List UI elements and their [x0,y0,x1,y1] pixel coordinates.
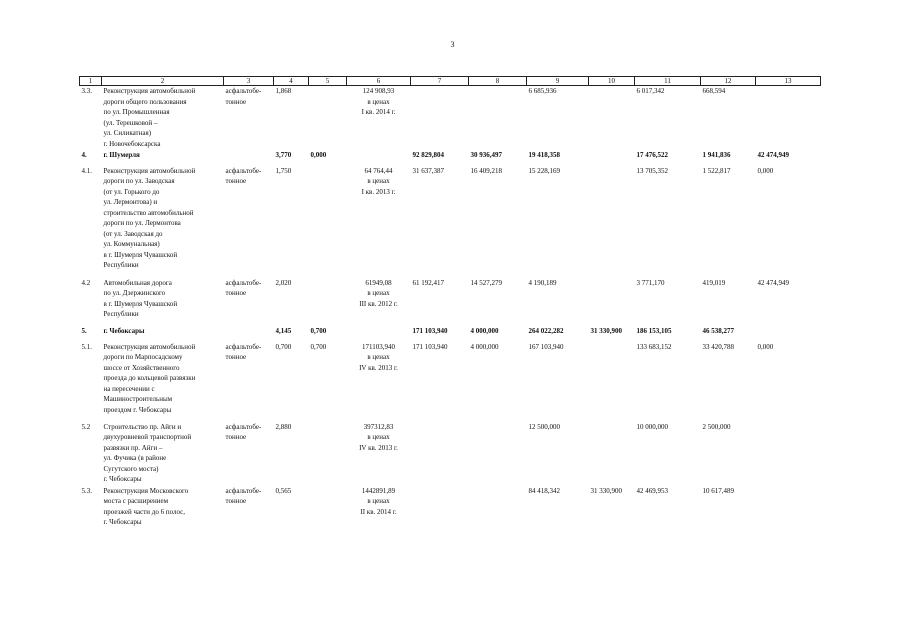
value-col-11: 6 017,342 [636,87,665,95]
value-col-13: 42 474,949 [757,150,789,159]
value-col-9: 6 685,936 [528,87,557,95]
estimated-cost: 64 764,44 в ценах I кв. 2013 г. [361,166,396,196]
pavement-type: асфальтобе- тонное [225,486,262,505]
header-cell-11: 11 [635,77,701,86]
table-row [80,486,821,534]
value-col-10 [589,86,635,150]
value-col-9: 12 500,000 [528,422,560,431]
estimated-cost: 61949,08 в ценах III кв. 2012 г. [359,278,398,308]
group-row [80,326,821,342]
value-col-7: 171 103,940 [412,326,448,335]
value-col-8 [469,86,527,150]
header-cell-1: 1 [80,77,102,86]
pavement-type: асфальтобе- тонное [225,166,262,185]
value-col-11: 17 476,522 [636,150,668,159]
row-number: 5.3. [81,486,92,495]
value-col-9: 19 418,358 [528,150,560,159]
row-number: 5.1. [81,342,92,351]
object-name: Строительство пр. Айги и двухуровневой транспортной развязки пр. Айги – ул. Фучика (в районе Сугутского моста) г. Чебоксары [103,422,192,483]
table-row [80,422,821,486]
value-col-13 [756,486,821,534]
value-col-7: 92 829,804 [412,150,444,159]
estimated-cost: 1442891,89 в ценах II кв. 2014 г. [360,486,397,516]
table-row [80,86,821,150]
length-km: 2,880 [275,422,292,431]
header-cell-8: 8 [469,77,527,86]
length-commissioned [309,166,347,278]
value-col-11: 42 469,953 [636,486,668,495]
value-col-12: 46 538,277 [702,326,734,335]
value-col-12: 1 522,817 [702,166,731,175]
pavement-type [224,150,274,166]
header-cell-13: 13 [756,77,821,86]
header-cell-10: 10 [589,77,635,86]
estimated-cost: 171103,940 в ценах IV кв. 2013 г. [359,342,398,372]
object-name: Реконструкция автомобильной дороги по Марпосадскому шоссе от Хозяйственного проезда до кольцевой развязки на пересечении с Машиностроительным проездом г. Чебоксары [103,342,196,414]
row-number: 5. [81,326,87,335]
value-col-12: 1 941,836 [702,150,731,159]
header-cell-12: 12 [701,77,756,86]
value-col-12: 419,019 [702,278,726,287]
value-col-12: 33 420,788 [702,342,734,351]
value-col-9: 4 190,189 [528,278,557,287]
object-name: Автомобильная дорога по ул. Дзержинского в г. Шумерля Чувашской Республики [103,278,178,318]
row-number: 4.1. [81,166,92,175]
object-name: г. Шумерля [103,150,140,159]
value-col-8 [469,422,527,486]
object-name: г. Чебоксары [103,326,145,335]
header-cell-9: 9 [527,77,589,86]
value-col-13 [756,86,821,150]
object-name: Реконструкция Московского моста с расширением проезжей части до 6 полос, г. Чебоксары [103,486,189,526]
pavement-type: асфальтобе- тонное [225,87,262,106]
length-km: 4,145 [275,326,292,335]
header-row [80,77,821,86]
length-commissioned [309,86,347,150]
length-km: 0,565 [275,486,292,495]
value-col-8: 4 000,000 [470,326,499,335]
pavement-type: асфальтобе- тонное [225,278,262,297]
table-row [80,278,821,326]
value-col-9: 264 022,282 [528,326,564,335]
value-col-7: 31 637,387 [412,166,444,175]
table-body [80,86,821,534]
value-col-11: 10 000,000 [636,422,668,431]
value-col-9: 167 103,940 [528,342,564,351]
header-cell-3: 3 [224,77,274,86]
value-col-11: 186 153,105 [636,326,672,335]
header-cell-2: 2 [102,77,224,86]
value-col-13: 0,000 [757,342,774,351]
table-row [80,342,821,422]
value-col-12: 668,594 [702,87,726,95]
value-col-7 [411,422,469,486]
value-col-7: 61 192,417 [412,278,444,287]
value-col-10 [589,278,635,326]
header-cell-6: 6 [347,77,411,86]
object-name: Реконструкция автомобильной дороги общего пользования по ул. Промышленная (ул. Терешковой – ул. Силикатная) г. Новочебоксарска [103,87,196,148]
value-col-8: 14 527,279 [470,278,502,287]
column-number-header [80,77,821,86]
value-col-8: 4 000,000 [470,342,499,351]
estimated-cost [347,150,411,166]
row-number: 3.3. [81,87,92,95]
object-name: Реконструкция автомобильной дороги по ул. Заводская (от ул. Горького до ул. Лермонтова) и строительство автомобильной дороги по ул. Лермонтова (от ул. Заводская до ул. Коммунальная) в г. Шумерля Чувашской Республики [103,166,196,269]
pavement-type: асфальтобе- тонное [225,342,262,361]
value-col-13 [756,326,821,342]
table-row [80,166,821,278]
value-col-8: 16 409,218 [470,166,502,175]
value-col-10 [589,422,635,486]
pavement-type [224,326,274,342]
length-commissioned [309,486,347,534]
value-col-12: 10 617,489 [702,486,734,495]
value-col-8 [469,486,527,534]
value-col-8: 30 936,497 [470,150,502,159]
value-col-11: 3 771,170 [636,278,665,287]
length-commissioned: 0,000 [310,150,327,159]
value-col-10 [589,166,635,278]
value-col-11: 13 705,352 [636,166,668,175]
page-number: 3 [450,40,455,49]
value-col-9: 84 418,342 [528,486,560,495]
row-number: 4. [81,150,87,159]
header-cell-7: 7 [411,77,469,86]
value-col-13: 0,000 [757,166,774,175]
value-col-12: 2 500,000 [702,422,731,431]
value-col-10: 31 330,900 [590,326,622,335]
value-col-10 [589,342,635,422]
value-col-7: 171 103,940 [412,342,448,351]
estimated-cost [347,326,411,342]
length-km: 0,700 [275,342,292,351]
length-commissioned [309,278,347,326]
value-col-7 [411,86,469,150]
group-row [80,150,821,166]
length-km: 3,770 [275,150,292,159]
length-km: 2,020 [275,278,292,287]
length-commissioned: 0,700 [310,326,327,335]
program-table [79,76,821,534]
pavement-type: асфальтобе- тонное [225,422,262,441]
length-km: 1,750 [275,166,292,175]
value-col-10 [589,150,635,166]
value-col-9: 15 228,169 [528,166,560,175]
value-col-13 [756,422,821,486]
length-commissioned: 0,700 [310,342,327,351]
length-km: 1,868 [275,87,292,95]
row-number: 4.2 [81,278,91,287]
estimated-cost: 397312,83 в ценах IV кв. 2013 г. [359,422,398,452]
header-cell-4: 4 [274,77,309,86]
value-col-10: 31 330,900 [590,486,622,495]
header-cell-5: 5 [309,77,347,86]
row-number: 5.2 [81,422,91,431]
value-col-7 [411,486,469,534]
length-commissioned [309,422,347,486]
estimated-cost: 124 908,93 в ценах I кв. 2014 г. [361,87,396,116]
value-col-13: 42 474,949 [757,278,789,287]
value-col-11: 133 683,152 [636,342,672,351]
